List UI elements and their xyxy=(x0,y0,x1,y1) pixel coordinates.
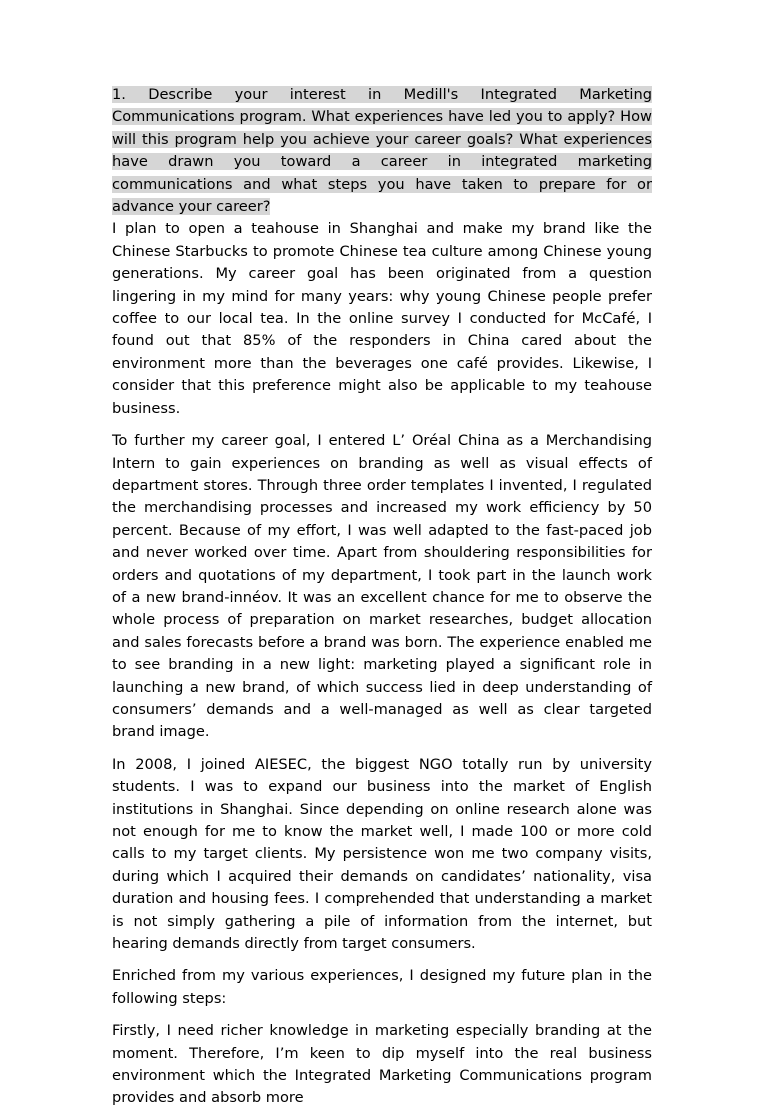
paragraph-5: Firstly, I need richer knowledge in marketing especially branding at the moment. Therefore, I’m keen to dip myself into the real business environment which the Integrated Marketing Communications program provides and absorb more xyxy=(112,1022,652,1107)
document-page xyxy=(112,84,652,1120)
paragraph-1: I plan to open a teahouse in Shanghai and make my brand like the Chinese Starbucks to promote Chinese tea culture among Chinese young generations. My career goal has been originated from a question lingering in my mind for many years: why young Chinese people prefer coffee to our local tea. In the online survey I conducted for McCafé, I found out that 85% of the responders in China cared about the environment more than the beverages one café provides. Likewise, I consider that this preference might also be applicable to my teahouse business. xyxy=(112,220,652,417)
essay-question xyxy=(112,84,652,218)
paragraph-4: Enriched from my various experiences, I designed my future plan in the following steps: xyxy=(112,967,652,1007)
paragraph-3: In 2008, I joined AIESEC, the biggest NGO totally run by university students. I was to expand our business into the market of English institutions in Shanghai. Since depending on online research alone was not enough for me to know the market well, I made 100 or more cold calls to my target clients. My persistence won me two company visits, during which I acquired their demands on candidates’ nationality, visa duration and housing fees. I comprehended that understanding a market is not simply gathering a pile of information from the internet, but hearing demands directly from target consumers. xyxy=(112,755,652,953)
paragraph-2: To further my career goal, I entered L’ Oréal China as a Merchandising Intern to gain experiences on branding as well as visual effects of department stores. Through three order templates I invented, I regulated the merchandising processes and increased my work efficiency by 50 percent. Because of my effort, I was well adapted to the fast-paced job and never worked over time. Apart from shouldering responsibilities for orders and quotations of my department, I took part in the launch work of a new brand-innéov. It was an excellent chance for me to observe the whole process of preparation on market researches, budget allocation and sales forecasts before a brand was born. The experience enabled me to see branding in a new light: marketing played a significant role in launching a new brand, of which success lied in deep understanding of consumers’ demands and a well-managed as well as clear targeted brand image. xyxy=(112,432,652,741)
question-highlight: 1. Describe your interest in Medill's Integrated Marketing Communications program. What experiences have led you to apply? How will this program help you achieve your career goals? What experiences have drawn you toward a career in integrated marketing communications and what steps you have taken to prepare for or advance your career? xyxy=(112,86,652,216)
